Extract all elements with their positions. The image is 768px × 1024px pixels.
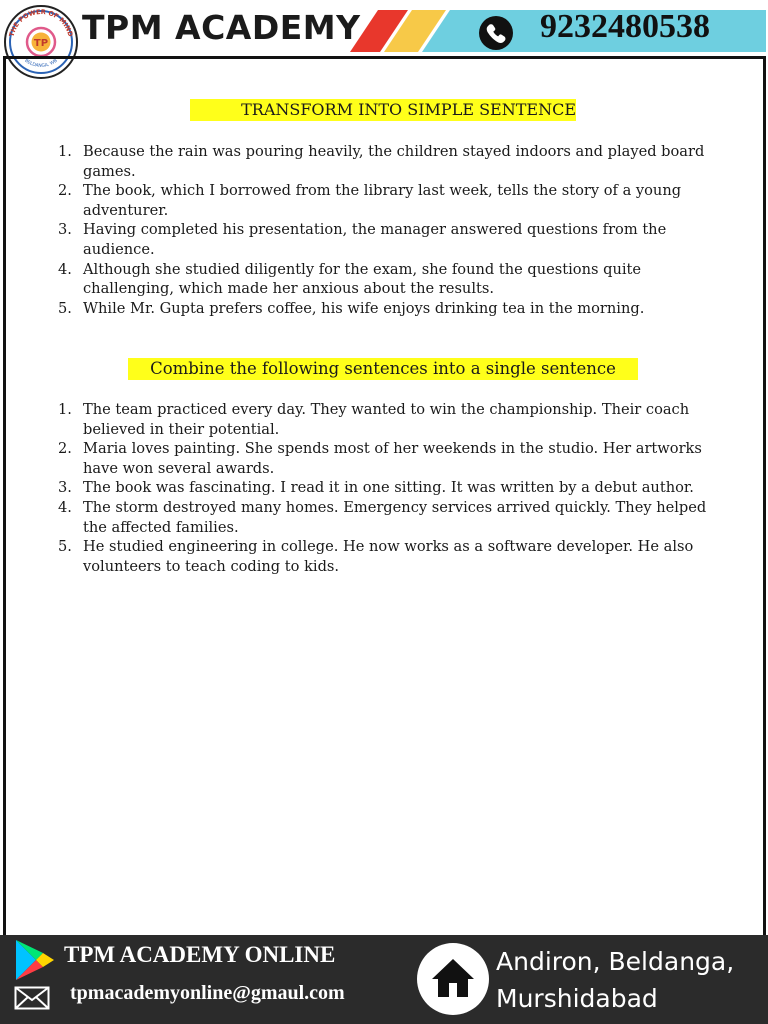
phone-icon — [478, 15, 514, 51]
item-text: Although she studied diligently for the exam, she found the questions quite challenging, which made her anxious about the results. — [83, 260, 642, 298]
item-number: 4. — [58, 260, 72, 278]
item-text: He studied engineering in college. He now works as a software developer. He also volunteers to teach coding to kids. — [83, 538, 694, 575]
item-number: 5. — [58, 538, 72, 556]
list-item — [0, 498, 733, 537]
phone-number[interactable]: 9232480538 — [540, 8, 710, 45]
address-line-1: Andiron, Beldanga, — [496, 947, 735, 976]
item-text: The book was fascinating. I read it in one sitting. It was written by a debut author. — [83, 479, 694, 497]
item-number: 3. — [58, 479, 72, 497]
footer-academy-name: TPM ACADEMY ONLINE — [64, 942, 336, 967]
svg-text:THE POWER OF MIND: THE POWER OF MIND — [7, 7, 75, 38]
brand-title: TPM ACADEMY — [82, 8, 361, 47]
item-text: While Mr. Gupta prefers coffee, his wife enjoys drinking tea in the morning. — [83, 299, 645, 317]
item-text: The storm destroyed many homes. Emergency services arrived quickly. They helped the affected families. — [83, 498, 707, 536]
list-item — [0, 478, 733, 498]
list-item — [0, 181, 733, 220]
combine-list — [0, 400, 733, 576]
footer-email[interactable]: tpmacademyonline@gmaul.com — [70, 982, 345, 1004]
list-item — [0, 537, 733, 576]
item-number: 4. — [58, 498, 72, 516]
transform-list — [0, 142, 733, 318]
item-text: Because the rain was pouring heavily, the children stayed indoors and played board games. — [83, 143, 705, 180]
item-text: Maria loves painting. She spends most of her weekends in the studio. Her artworks have won several awards. — [83, 440, 702, 477]
item-text: Having completed his presentation, the manager answered questions from the audience. — [83, 221, 667, 258]
svg-text:TP: TP — [33, 38, 49, 49]
item-text: The book, which I borrowed from the library last week, tells the story of a young adventurer. — [83, 182, 682, 219]
item-number: 1. — [58, 143, 72, 160]
list-item — [0, 439, 733, 478]
decorative-stripes — [350, 10, 490, 52]
item-number: 3. — [58, 221, 72, 239]
list-item — [0, 260, 733, 299]
section-heading-combine: Combine the following sentences into a single sentence — [128, 358, 638, 380]
list-item — [0, 220, 733, 259]
item-number: 1. — [58, 401, 72, 418]
address-line-2: Murshidabad — [496, 984, 658, 1013]
list-item — [0, 142, 733, 181]
play-store-icon[interactable] — [12, 938, 58, 982]
item-text: The team practiced every day. They wanted to win the championship. Their coach believed in their potential. — [83, 401, 690, 438]
svg-text:BELDANGA, WB: BELDANGA, WB — [23, 58, 59, 69]
home-icon — [430, 955, 476, 1001]
list-item — [0, 299, 733, 319]
mail-icon — [14, 986, 50, 1010]
item-number: 5. — [58, 299, 72, 317]
header — [0, 0, 768, 69]
item-number: 2. — [58, 440, 72, 458]
item-number: 2. — [58, 182, 72, 200]
list-item — [0, 400, 733, 439]
footer-address — [496, 943, 734, 1017]
section-heading-transform: TRANSFORM INTO SIMPLE SENTENCE — [190, 99, 576, 121]
